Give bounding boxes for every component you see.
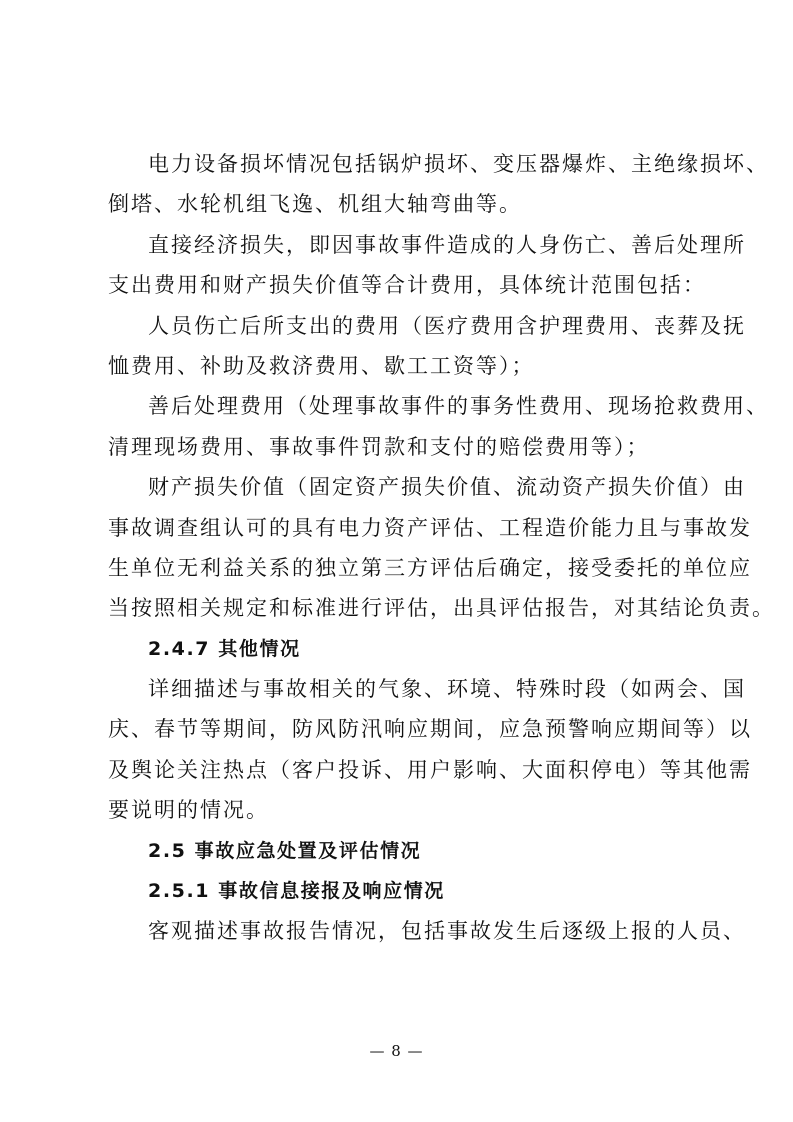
paragraph-line: 清理现场费用、事故事件罚款和支付的赔偿费用等）； — [108, 434, 650, 459]
paragraph-line: 详细描述与事故相关的气象、环境、特殊时段（如两会、国 — [148, 677, 746, 702]
paragraph-line: 客观描述事故报告情况，包括事故发生后逐级上报的人员、 — [148, 919, 746, 944]
paragraph-line: 倒塔、水轮机组飞逸、机组大轴弯曲等。 — [108, 192, 522, 217]
body-text — [108, 144, 775, 952]
paragraph-line: 当按照相关规定和标准进行评估，出具评估报告，对其结论负责。 — [108, 596, 775, 621]
paragraph-line: 善后处理费用（处理事故事件的事务性费用、现场抢救费用、 — [148, 394, 769, 419]
paragraph-line: 生单位无利益关系的独立第三方评估后确定，接受委托的单位应 — [108, 555, 752, 580]
paragraph-line: 及舆论关注热点（客户投诉、用户影响、大面积停电）等其他需 — [108, 757, 752, 782]
section-heading-2-4-7: 2.4.7 其他情况 — [148, 637, 301, 660]
paragraph-line: 庆、春节等期间，防风防汛响应期间，应急预警响应期间等）以 — [108, 717, 752, 742]
paragraph-line: 恤费用、补助及救济费用、歇工工资等）； — [108, 353, 535, 378]
paragraph-line: 要说明的情况。 — [108, 798, 269, 823]
section-heading-2-5-1: 2.5.1 事故信息接报及响应情况 — [148, 880, 445, 903]
section-heading-2-5: 2.5 事故应急处置及评估情况 — [148, 839, 422, 862]
paragraph-line: 直接经济损失，即因事故事件造成的人身伤亡、善后处理所 — [148, 232, 746, 257]
paragraph-line: 财产损失价值（固定资产损失价值、流动资产损失价值）由 — [148, 475, 746, 500]
paragraph-line: 电力设备损坏情况包括锅炉损坏、变压器爆炸、主绝缘损坏、 — [148, 152, 769, 176]
page-number: — 8 — — [369, 1042, 424, 1060]
paragraph-line: 支出费用和财产损失价值等合计费用，具体统计范围包括： — [108, 273, 706, 298]
paragraph-line: 人员伤亡后所支出的费用（医疗费用含护理费用、丧葬及抚 — [148, 313, 746, 338]
paragraph-line: 事故调查组认可的具有电力资产评估、工程造价能力且与事故发 — [108, 515, 752, 540]
